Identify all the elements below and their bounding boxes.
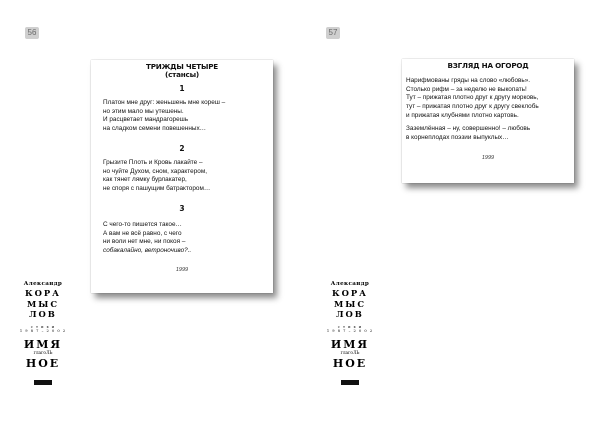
stanza-number: 3 (179, 204, 185, 213)
stanza-line: Заземлённая – ну, совершенно! – любовь (406, 125, 531, 132)
stanza-line: и прижатая клубнями плотно картовь. (406, 111, 519, 119)
book-bar (341, 380, 359, 385)
poem-title-text: ТРИЖДЫ ЧЕТЫРЕ (146, 62, 218, 71)
poem-year: 1999 (175, 267, 189, 273)
book-years: 1 9 8 7 – 2 0 0 2 (326, 329, 374, 333)
book-cover-right (326, 281, 374, 389)
book-title-part: НОЕ (25, 356, 61, 370)
book-surname-part: ЛОВ (29, 309, 57, 319)
book-poems-label: с т и х и (337, 324, 363, 329)
stanza-line: Платон мне друг: женьшень мне кореш – (103, 99, 226, 106)
book-author: Александр (23, 281, 63, 287)
stanza-line: но чуйте Духом, сном, характером, (103, 167, 207, 175)
book-years: 1 9 8 7 – 2 0 0 2 (19, 329, 67, 333)
book-title-part: НОЕ (332, 356, 368, 370)
book-surname-part: ЛОВ (336, 309, 364, 319)
stanza (103, 221, 267, 256)
stanza-line: Столько рифм – за неделю не выкопать! (406, 85, 527, 93)
stanza-line: как тянет лямку бурлакатер, (103, 176, 187, 184)
book-surname-part: МЫС (26, 298, 59, 309)
stanza-line: тут – прижатая плотно друг к другу свеклобь (406, 103, 539, 111)
book-verb-label: глагоЛЬ (33, 350, 53, 356)
stanza-line: С чего-то пишется такое… (103, 221, 182, 228)
book-title-part: ИМЯ (23, 337, 63, 351)
poem-card-left (91, 60, 273, 293)
book-surname-part: КОРА (331, 288, 369, 298)
poem-subtitle: (стансы) (165, 70, 199, 79)
stanza-number: 2 (179, 144, 185, 153)
book-verb-label: глагоЛЬ (340, 350, 360, 356)
stanza-number: 1 (179, 84, 185, 93)
stanza (406, 77, 570, 121)
book-title-part: ИМЯ (330, 337, 370, 351)
stanza (406, 125, 570, 142)
stanza-line: в корнеплодах поэзии выпуклых… (406, 133, 509, 141)
book-surname-part: КОРА (24, 288, 62, 298)
stanza-line: И расцветает мандрагорешь (103, 116, 189, 124)
stanza-line: Тут – прижатая плотно друг к другу морковь, (406, 94, 539, 102)
stanza-line: собакалайно, ветроночиво?.. (103, 247, 192, 255)
book-bar (34, 380, 52, 385)
book-surname-part: МЫС (333, 298, 366, 309)
book-author: Александр (330, 281, 370, 287)
stanza-line: Грызите Плоть и Кровь лакайте – (103, 159, 203, 166)
stanza (103, 99, 267, 134)
stanza-line: но этим мало мы утешены. (103, 107, 184, 115)
poem-card-right (402, 59, 574, 183)
poem-title (91, 63, 273, 79)
stanza-line: не споря с пашущим батрактором… (103, 185, 211, 193)
stanza-line: А вам не всё равно, с чего (103, 229, 182, 237)
stanza-line: на сладком семени повешенных… (103, 125, 207, 133)
stanza (103, 159, 267, 194)
stanza-line: Нарифмованы гряды на слово «любовь». (406, 77, 531, 84)
poem-title: ВЗГЛЯД НА ОГОРОД (447, 61, 529, 70)
page-number-right: 57 (326, 27, 340, 39)
book-cover-left (19, 281, 67, 389)
page-number-left: 56 (25, 27, 39, 39)
stanza-line: ни воли нет мне, ни покоя – (103, 238, 186, 246)
poem-year: 1999 (481, 155, 495, 161)
book-poems-label: с т и х и (30, 324, 56, 329)
